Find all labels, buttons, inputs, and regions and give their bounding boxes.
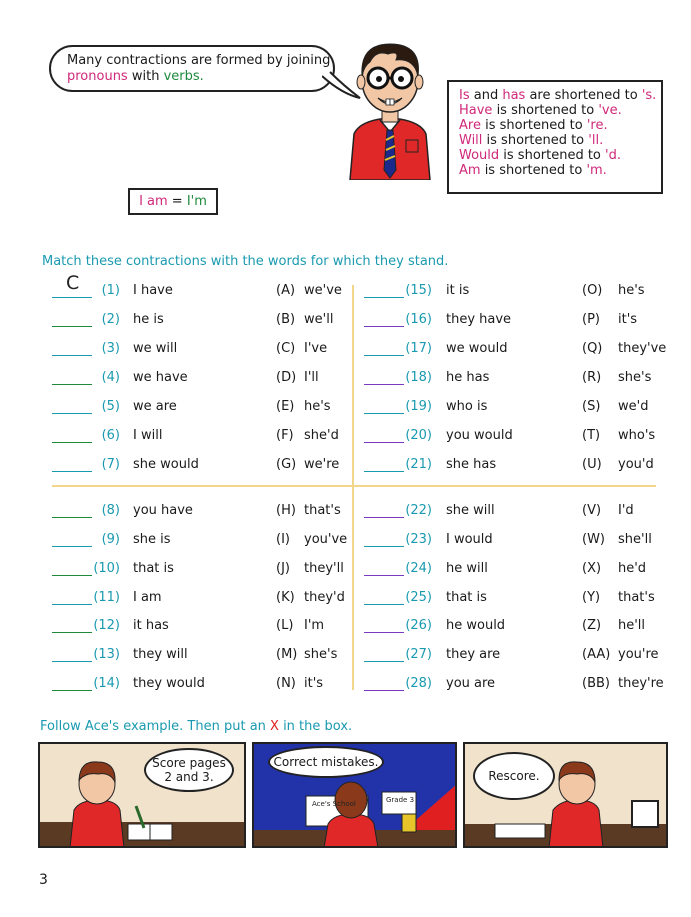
item-words: it is xyxy=(446,283,470,298)
item-words: they have xyxy=(446,312,512,327)
option-letter: (M) xyxy=(276,647,298,662)
item-number: (7) xyxy=(101,457,120,472)
option-letter: (Z) xyxy=(582,618,602,633)
item-number: (13) xyxy=(93,647,120,662)
option-letter: (A) xyxy=(276,283,296,298)
item-number: (26) xyxy=(405,618,432,633)
item-words: it has xyxy=(133,618,169,633)
section-divider xyxy=(52,485,656,487)
option-letter: (F) xyxy=(276,428,294,443)
option-letter: (J) xyxy=(276,561,290,576)
item-words: they are xyxy=(446,647,501,662)
item-number: (8) xyxy=(101,503,120,518)
option-letter: (K) xyxy=(276,590,295,605)
item-words: who is xyxy=(446,399,488,414)
item-words: we will xyxy=(133,341,178,356)
item-words: that is xyxy=(446,590,487,605)
item-words: you would xyxy=(446,428,513,443)
item-words: we have xyxy=(133,370,188,385)
item-words: I would xyxy=(446,532,493,547)
item-number: (1) xyxy=(101,283,120,298)
match-instruction: Match these contractions with the words for which they stand. xyxy=(42,254,449,269)
item-words: I have xyxy=(133,283,173,298)
option-contraction: that's xyxy=(618,590,655,605)
option-letter: (S) xyxy=(582,399,601,414)
rule-line: Would is shortened to 'd. xyxy=(459,148,621,163)
bubble-pronouns: pronouns xyxy=(67,69,128,84)
option-contraction: we'll xyxy=(304,312,334,327)
item-number: (25) xyxy=(405,590,432,605)
match-row xyxy=(0,340,691,358)
match-row xyxy=(0,311,691,329)
option-contraction: you've xyxy=(304,532,348,547)
item-number: (6) xyxy=(101,428,120,443)
option-letter: (AA) xyxy=(582,647,611,662)
match-row xyxy=(0,617,691,635)
option-letter: (Q) xyxy=(582,341,603,356)
item-number: (15) xyxy=(405,283,432,298)
item-number: (11) xyxy=(93,590,120,605)
rule-line: Is and has are shortened to 's. xyxy=(459,88,657,103)
match-row xyxy=(0,675,691,693)
match-row xyxy=(0,398,691,416)
option-letter: (G) xyxy=(276,457,297,472)
option-letter: (L) xyxy=(276,618,294,633)
item-words: he is xyxy=(133,312,164,327)
item-words: I will xyxy=(133,428,163,443)
option-contraction: he'll xyxy=(618,618,646,633)
page-number: 3 xyxy=(39,872,48,888)
item-words: that is xyxy=(133,561,174,576)
item-words: you are xyxy=(446,676,496,691)
option-contraction: we're xyxy=(304,457,340,472)
item-number: (21) xyxy=(405,457,432,472)
option-letter: (W) xyxy=(582,532,605,547)
thought-cloud-rescore: Rescore. xyxy=(473,752,555,800)
follow-instruction: Follow Ace's example. Then put an X in the box. xyxy=(40,719,353,734)
option-contraction: we've xyxy=(304,283,342,298)
option-contraction: I've xyxy=(304,341,328,356)
option-contraction: they'd xyxy=(304,590,345,605)
monitor-grade-label: Grade 3 xyxy=(386,796,415,804)
item-words: they will xyxy=(133,647,188,662)
option-contraction: they'll xyxy=(304,561,344,576)
match-row xyxy=(0,502,691,520)
option-letter: (D) xyxy=(276,370,297,385)
comic-panel-3 xyxy=(463,742,668,848)
bubble-with: with xyxy=(127,69,164,84)
option-letter: (H) xyxy=(276,503,296,518)
match-row xyxy=(0,282,691,300)
item-words: we are xyxy=(133,399,177,414)
option-letter: (P) xyxy=(582,312,600,327)
item-words: he will xyxy=(446,561,488,576)
item-words: we would xyxy=(446,341,508,356)
option-contraction: it's xyxy=(618,312,638,327)
option-contraction: you're xyxy=(618,647,659,662)
option-letter: (R) xyxy=(582,370,602,385)
contraction-rules-box xyxy=(447,80,663,194)
item-number: (27) xyxy=(405,647,432,662)
option-contraction: they've xyxy=(618,341,667,356)
option-contraction: she'd xyxy=(304,428,339,443)
item-words: I am xyxy=(133,590,162,605)
item-number: (9) xyxy=(101,532,120,547)
item-number: (24) xyxy=(405,561,432,576)
option-contraction: they're xyxy=(618,676,664,691)
example-box: I am = I'm xyxy=(128,188,218,215)
option-letter: (BB) xyxy=(582,676,610,691)
comic-panel-1 xyxy=(38,742,246,848)
option-contraction: you'd xyxy=(618,457,654,472)
item-words: they would xyxy=(133,676,205,691)
item-number: (17) xyxy=(405,341,432,356)
match-row xyxy=(0,531,691,549)
item-words: you have xyxy=(133,503,193,518)
option-letter: (C) xyxy=(276,341,296,356)
item-number: (20) xyxy=(405,428,432,443)
comic-panel-2 xyxy=(252,742,457,848)
thought-cloud-score: Score pages 2 and 3. xyxy=(144,748,234,792)
item-number: (14) xyxy=(93,676,120,691)
option-letter: (T) xyxy=(582,428,601,443)
option-contraction: she's xyxy=(618,370,652,385)
item-words: she has xyxy=(446,457,497,472)
option-contraction: who's xyxy=(618,428,656,443)
item-number: (4) xyxy=(101,370,120,385)
option-contraction: he's xyxy=(304,399,331,414)
option-contraction: he'd xyxy=(618,561,647,576)
sample-answer: C xyxy=(66,272,80,294)
item-number: (28) xyxy=(405,676,432,691)
rule-line: Am is shortened to 'm. xyxy=(459,163,607,178)
match-row xyxy=(0,589,691,607)
option-contraction: she's xyxy=(304,647,338,662)
option-contraction: it's xyxy=(304,676,324,691)
option-letter: (N) xyxy=(276,676,296,691)
option-contraction: I'll xyxy=(304,370,319,385)
rule-line: Will is shortened to 'll. xyxy=(459,133,604,148)
option-letter: (I) xyxy=(276,532,290,547)
item-words: she is xyxy=(133,532,171,547)
option-contraction: he's xyxy=(618,283,645,298)
option-letter: (B) xyxy=(276,312,296,327)
item-words: she will xyxy=(446,503,495,518)
item-number: (12) xyxy=(93,618,120,633)
bubble-verbs: verbs. xyxy=(163,69,204,84)
checkbox-square[interactable] xyxy=(631,800,659,828)
item-number: (5) xyxy=(101,399,120,414)
rule-line: Are is shortened to 're. xyxy=(459,118,608,133)
option-letter: (X) xyxy=(582,561,602,576)
match-row xyxy=(0,560,691,578)
bubble-line-1: Many contractions are formed by joining xyxy=(67,53,331,68)
match-row xyxy=(0,646,691,664)
item-words: she would xyxy=(133,457,199,472)
option-contraction: that's xyxy=(304,503,341,518)
monitor-label: Ace's School xyxy=(312,800,356,808)
item-number: (3) xyxy=(101,341,120,356)
item-number: (18) xyxy=(405,370,432,385)
match-row xyxy=(0,427,691,445)
option-contraction: she'll xyxy=(618,532,652,547)
option-letter: (O) xyxy=(582,283,603,298)
item-number: (10) xyxy=(93,561,120,576)
item-number: (19) xyxy=(405,399,432,414)
thought-cloud-correct: Correct mistakes. xyxy=(268,746,384,778)
item-number: (23) xyxy=(405,532,432,547)
option-contraction: I'm xyxy=(304,618,325,633)
ace-character-illustration xyxy=(340,36,440,180)
item-words: he has xyxy=(446,370,490,385)
option-letter: (Y) xyxy=(582,590,601,605)
match-row xyxy=(0,369,691,387)
item-number: (2) xyxy=(101,312,120,327)
bubble-line-2 xyxy=(67,69,333,85)
item-number: (16) xyxy=(405,312,432,327)
option-letter: (V) xyxy=(582,503,602,518)
item-words: he would xyxy=(446,618,506,633)
speech-bubble xyxy=(49,45,335,92)
rule-line: Have is shortened to 've. xyxy=(459,103,622,118)
option-letter: (E) xyxy=(276,399,295,414)
match-row xyxy=(0,456,691,474)
option-contraction: we'd xyxy=(618,399,649,414)
option-contraction: I'd xyxy=(618,503,634,518)
item-number: (22) xyxy=(405,503,432,518)
option-letter: (U) xyxy=(582,457,602,472)
